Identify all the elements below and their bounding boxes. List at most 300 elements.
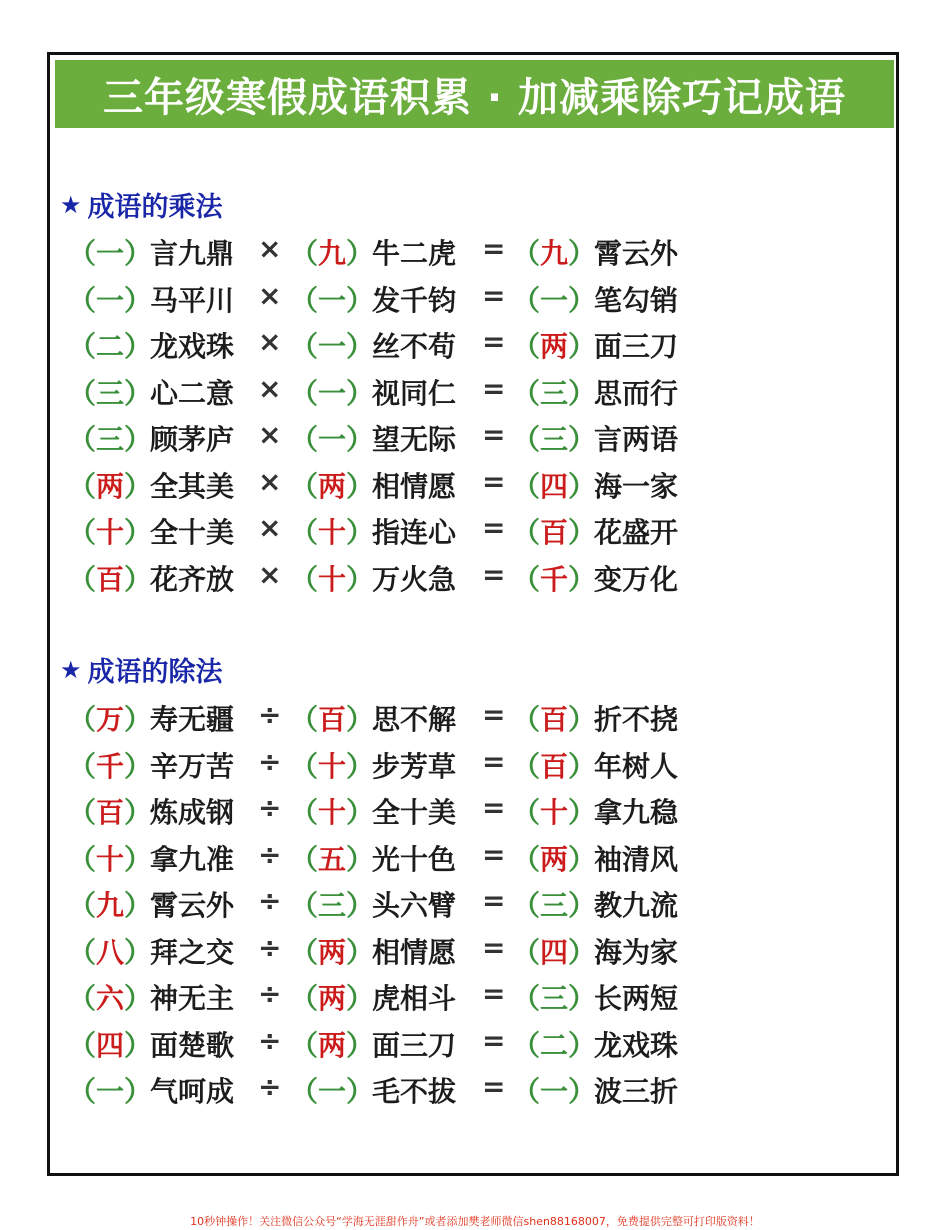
idiom-remainder: 万火急: [372, 562, 457, 596]
number-cell: [512, 698, 596, 738]
paren-close: ）: [124, 935, 153, 969]
paren-close: ）: [346, 237, 375, 270]
paren-close: ）: [346, 703, 375, 736]
idiom-equation-row: [68, 321, 708, 368]
idiom-remainder: 心二意: [150, 376, 235, 410]
paren-close: ）: [346, 796, 375, 829]
operator-sign: ÷: [258, 744, 282, 778]
number-cell: [290, 511, 374, 551]
operator-sign: ÷: [258, 791, 282, 824]
idiom-remainder: 波三折: [594, 1075, 679, 1108]
operator-sign: ×: [258, 511, 282, 544]
paren-close: ）: [568, 796, 597, 829]
number-char: 十: [96, 842, 125, 876]
number-char: 两: [318, 982, 347, 1015]
paren-close: ）: [568, 889, 597, 922]
equals-sign: =: [482, 698, 506, 731]
number-cell: [512, 279, 596, 319]
operator-sign: ÷: [258, 837, 282, 871]
paren-open: （: [512, 376, 541, 410]
paren-close: ）: [346, 1028, 375, 1062]
paren-close: ）: [346, 562, 375, 596]
number-cell: [290, 791, 374, 831]
idiom-remainder: 毛不拔: [372, 1075, 457, 1108]
number-cell: [68, 884, 152, 924]
number-char: 四: [96, 1028, 125, 1062]
idiom-remainder: 光十色: [372, 842, 457, 876]
heading-label: 成语的乘法: [87, 192, 223, 223]
number-cell: [512, 838, 596, 878]
paren-close: ）: [124, 842, 153, 876]
paren-open: （: [512, 469, 541, 503]
number-char: 一: [96, 283, 125, 317]
paren-close: ）: [124, 749, 153, 783]
idiom-remainder: 面楚歌: [150, 1028, 235, 1062]
idiom-remainder: 望无际: [372, 423, 457, 456]
equals-sign: =: [482, 232, 506, 265]
number-char: 两: [540, 330, 569, 363]
paren-open: （: [68, 237, 97, 270]
idiom-remainder: 相情愿: [372, 469, 457, 503]
paren-open: （: [290, 423, 319, 456]
idiom-remainder: 折不挠: [594, 703, 679, 736]
paren-open: （: [512, 562, 541, 596]
idiom-remainder: 牛二虎: [372, 237, 457, 270]
number-char: 二: [540, 1028, 569, 1062]
paren-close: ）: [346, 423, 375, 456]
number-char: 十: [318, 796, 347, 829]
paren-close: ）: [124, 703, 153, 736]
number-cell: [512, 325, 596, 365]
idiom-equation-row: [68, 787, 708, 834]
paren-close: ）: [568, 237, 597, 270]
paren-close: ）: [346, 376, 375, 410]
number-char: 八: [96, 935, 125, 969]
paren-open: （: [68, 749, 97, 783]
paren-close: ）: [568, 516, 597, 549]
number-char: 两: [540, 842, 569, 876]
paren-open: （: [512, 796, 541, 829]
idiom-equation-row: [68, 507, 708, 554]
idiom-remainder: 变万化: [594, 562, 679, 596]
number-cell: [290, 1024, 374, 1064]
idiom-remainder: 相情愿: [372, 935, 457, 969]
idiom-remainder: 指连心: [372, 516, 457, 549]
number-char: 千: [540, 562, 569, 596]
paren-close: ）: [568, 703, 597, 736]
paren-close: ）: [124, 423, 153, 456]
idiom-remainder: 面三刀: [372, 1028, 457, 1062]
number-cell: [512, 884, 596, 924]
paren-open: （: [512, 516, 541, 549]
number-cell: [68, 511, 152, 551]
operator-sign: ×: [258, 464, 282, 498]
paren-open: （: [68, 982, 97, 1015]
heading-label: 成语的除法: [87, 657, 223, 688]
number-char: 一: [318, 376, 347, 410]
number-char: 一: [96, 237, 125, 270]
number-cell: [290, 1070, 374, 1110]
footer-note: 10秒钟操作！关注微信公众号“学海无涯甜作舟”或者添加樊老师微信shen88168007，免费提供完整可打印版资料！: [190, 1215, 760, 1228]
equals-sign: =: [482, 464, 506, 498]
idiom-remainder: 拜之交: [150, 935, 235, 969]
number-cell: [290, 745, 374, 785]
operator-sign: ÷: [258, 884, 282, 917]
idiom-equation-row: [68, 554, 708, 601]
number-char: 一: [540, 1075, 569, 1108]
paren-open: （: [512, 703, 541, 736]
paren-close: ）: [124, 376, 153, 410]
idiom-equation-row: [68, 228, 708, 275]
number-char: 十: [318, 749, 347, 783]
number-char: 万: [96, 703, 125, 736]
idiom-remainder: 拿九准: [150, 842, 235, 876]
idiom-equation-row: [68, 927, 708, 974]
idiom-remainder: 思不解: [372, 703, 457, 736]
number-char: 三: [318, 889, 347, 922]
idiom-remainder: 思而行: [594, 376, 679, 410]
idiom-remainder: 全十美: [372, 796, 457, 829]
number-cell: [68, 232, 152, 272]
paren-open: （: [512, 749, 541, 783]
equals-sign: =: [482, 977, 506, 1010]
paren-open: （: [290, 376, 319, 410]
idiom-remainder: 发千钧: [372, 283, 457, 317]
idiom-remainder: 气呵成: [150, 1075, 235, 1108]
number-char: 九: [318, 237, 347, 270]
number-cell: [68, 698, 152, 738]
idiom-equation-row: [68, 694, 708, 741]
number-char: 一: [318, 1075, 347, 1108]
idiom-remainder: 头六臂: [372, 889, 457, 922]
paren-close: ）: [124, 982, 153, 1015]
idiom-remainder: 笔勾销: [594, 283, 679, 317]
number-cell: [290, 325, 374, 365]
paren-close: ）: [124, 562, 153, 596]
equals-sign: =: [482, 1023, 506, 1057]
paren-close: ）: [568, 935, 597, 969]
idiom-remainder: 全十美: [150, 516, 235, 549]
idiom-equation-row: [68, 834, 708, 881]
paren-close: ）: [124, 469, 153, 503]
idiom-remainder: 炼成钢: [150, 796, 235, 829]
paren-close: ）: [346, 469, 375, 503]
equals-sign: =: [482, 511, 506, 544]
number-cell: [512, 418, 596, 458]
number-cell: [290, 558, 374, 598]
number-cell: [68, 558, 152, 598]
idiom-remainder: 霄云外: [594, 237, 679, 270]
idiom-remainder: 长两短: [594, 982, 679, 1015]
paren-close: ）: [124, 516, 153, 549]
number-char: 两: [318, 1028, 347, 1062]
idiom-equation-row: [68, 973, 708, 1020]
operator-sign: ×: [258, 325, 282, 358]
paren-close: ）: [346, 842, 375, 876]
number-char: 千: [96, 749, 125, 783]
number-char: 九: [96, 889, 125, 922]
idiom-remainder: 霄云外: [150, 889, 235, 922]
number-cell: [290, 418, 374, 458]
number-char: 两: [96, 469, 125, 503]
operator-sign: ÷: [258, 977, 282, 1010]
idiom-remainder: 拿九稳: [594, 796, 679, 829]
number-char: 百: [96, 562, 125, 596]
equals-sign: =: [482, 278, 506, 312]
number-cell: [512, 1024, 596, 1064]
number-cell: [512, 745, 596, 785]
number-cell: [512, 558, 596, 598]
idiom-equation-row: [68, 1066, 708, 1113]
idiom-remainder: 花盛开: [594, 516, 679, 549]
equals-sign: =: [482, 744, 506, 778]
number-char: 两: [318, 935, 347, 969]
paren-open: （: [68, 423, 97, 456]
equals-sign: =: [482, 884, 506, 917]
paren-close: ）: [346, 749, 375, 783]
number-cell: [512, 977, 596, 1017]
number-cell: [68, 372, 152, 412]
operator-sign: ÷: [258, 698, 282, 731]
idiom-equation-row: [68, 741, 708, 788]
number-char: 两: [318, 469, 347, 503]
paren-open: （: [512, 1075, 541, 1108]
paren-close: ）: [124, 1028, 153, 1062]
number-cell: [68, 325, 152, 365]
paren-open: （: [290, 562, 319, 596]
idiom-equation-row: [68, 1020, 708, 1067]
number-char: 三: [96, 376, 125, 410]
paren-close: ）: [568, 283, 597, 317]
number-char: 三: [540, 423, 569, 456]
paren-close: ）: [568, 423, 597, 456]
number-char: 十: [318, 516, 347, 549]
number-cell: [290, 977, 374, 1017]
number-cell: [68, 1070, 152, 1110]
number-cell: [68, 465, 152, 505]
idiom-remainder: 龙戏珠: [594, 1028, 679, 1062]
number-cell: [68, 279, 152, 319]
equals-sign: =: [482, 837, 506, 871]
paren-open: （: [290, 842, 319, 876]
idiom-remainder: 花齐放: [150, 562, 235, 596]
paren-close: ）: [124, 237, 153, 270]
number-char: 一: [318, 423, 347, 456]
equals-sign: =: [482, 371, 506, 405]
number-char: 二: [96, 330, 125, 363]
number-cell: [68, 745, 152, 785]
multiplication-list: [68, 228, 708, 600]
paren-close: ）: [346, 1075, 375, 1108]
paren-open: （: [512, 237, 541, 270]
operator-sign: ÷: [258, 930, 282, 964]
number-cell: [512, 232, 596, 272]
paren-open: （: [290, 1075, 319, 1108]
paren-close: ）: [124, 796, 153, 829]
number-char: 三: [540, 889, 569, 922]
paren-open: （: [290, 283, 319, 317]
paren-open: （: [290, 703, 319, 736]
paren-open: （: [290, 796, 319, 829]
paren-close: ）: [568, 1075, 597, 1108]
paren-close: ）: [124, 889, 153, 922]
idiom-equation-row: [68, 414, 708, 461]
equals-sign: =: [482, 418, 506, 451]
paren-open: （: [512, 982, 541, 1015]
number-char: 三: [540, 376, 569, 410]
paren-close: ）: [346, 982, 375, 1015]
number-char: 百: [318, 703, 347, 736]
idiom-remainder: 面三刀: [594, 330, 679, 363]
number-char: 三: [96, 423, 125, 456]
paren-close: ）: [568, 330, 597, 363]
number-char: 四: [540, 469, 569, 503]
operator-sign: ÷: [258, 1023, 282, 1057]
idiom-remainder: 龙戏珠: [150, 330, 235, 363]
paren-close: ）: [346, 330, 375, 363]
number-char: 百: [540, 516, 569, 549]
number-char: 十: [540, 796, 569, 829]
paren-open: （: [290, 935, 319, 969]
equals-sign: =: [482, 325, 506, 358]
number-char: 三: [540, 982, 569, 1015]
idiom-remainder: 言两语: [594, 423, 679, 456]
equals-sign: =: [482, 791, 506, 824]
paren-open: （: [290, 469, 319, 503]
paren-open: （: [512, 1028, 541, 1062]
operator-sign: ×: [258, 418, 282, 451]
number-cell: [290, 465, 374, 505]
number-char: 一: [96, 1075, 125, 1108]
number-char: 四: [540, 935, 569, 969]
operator-sign: ×: [258, 557, 282, 591]
paren-close: ）: [568, 376, 597, 410]
paren-open: （: [68, 330, 97, 363]
number-cell: [68, 931, 152, 971]
number-cell: [512, 791, 596, 831]
paren-close: ）: [568, 842, 597, 876]
paren-open: （: [68, 842, 97, 876]
number-char: 百: [540, 703, 569, 736]
number-char: 百: [96, 796, 125, 829]
number-cell: [290, 372, 374, 412]
paren-open: （: [68, 283, 97, 317]
equals-sign: =: [482, 930, 506, 964]
paren-close: ）: [124, 283, 153, 317]
number-char: 十: [96, 516, 125, 549]
number-cell: [290, 931, 374, 971]
paren-open: （: [68, 562, 97, 596]
paren-open: （: [512, 935, 541, 969]
number-char: 十: [318, 562, 347, 596]
paren-open: （: [512, 330, 541, 363]
paren-close: ）: [346, 889, 375, 922]
number-char: 一: [540, 283, 569, 317]
idiom-remainder: 教九流: [594, 889, 679, 922]
operator-sign: ÷: [258, 1070, 282, 1103]
paren-open: （: [68, 889, 97, 922]
idiom-remainder: 辛万苦: [150, 749, 235, 783]
idiom-remainder: 寿无疆: [150, 703, 235, 736]
paren-close: ）: [568, 562, 597, 596]
operator-sign: ×: [258, 371, 282, 405]
number-cell: [290, 838, 374, 878]
idiom-remainder: 海为家: [594, 935, 679, 969]
paren-open: （: [68, 516, 97, 549]
number-cell: [68, 977, 152, 1017]
number-char: 五: [318, 842, 347, 876]
section-heading-multiplication: [60, 185, 223, 224]
paren-open: （: [290, 1028, 319, 1062]
number-cell: [512, 465, 596, 505]
star-icon: ★: [60, 190, 82, 219]
idiom-equation-row: [68, 880, 708, 927]
paren-open: （: [68, 469, 97, 503]
paren-open: （: [68, 1075, 97, 1108]
paren-close: ）: [568, 982, 597, 1015]
idiom-remainder: 言九鼎: [150, 237, 235, 270]
idiom-remainder: 马平川: [150, 283, 235, 317]
paren-close: ）: [568, 749, 597, 783]
section-heading-division: [60, 650, 223, 689]
number-cell: [290, 279, 374, 319]
number-cell: [512, 931, 596, 971]
number-cell: [290, 232, 374, 272]
idiom-remainder: 袖清风: [594, 842, 679, 876]
paren-open: （: [68, 703, 97, 736]
paren-open: （: [68, 1028, 97, 1062]
paren-open: （: [68, 796, 97, 829]
paren-open: （: [290, 330, 319, 363]
idiom-remainder: 海一家: [594, 469, 679, 503]
paren-open: （: [290, 982, 319, 1015]
idiom-remainder: 步芳草: [372, 749, 457, 783]
operator-sign: ×: [258, 278, 282, 312]
paren-open: （: [68, 935, 97, 969]
paren-open: （: [512, 423, 541, 456]
number-cell: [512, 1070, 596, 1110]
number-char: 九: [540, 237, 569, 270]
paren-close: ）: [346, 935, 375, 969]
number-char: 一: [318, 330, 347, 363]
paren-close: ）: [346, 516, 375, 549]
paren-close: ）: [124, 330, 153, 363]
paren-open: （: [68, 376, 97, 410]
paren-open: （: [290, 889, 319, 922]
division-list: [68, 694, 708, 1113]
number-cell: [68, 838, 152, 878]
number-cell: [290, 698, 374, 738]
number-char: 六: [96, 982, 125, 1015]
idiom-remainder: 丝不苟: [372, 330, 457, 363]
equals-sign: =: [482, 1070, 506, 1103]
idiom-remainder: 虎相斗: [372, 982, 457, 1015]
idiom-remainder: 神无主: [150, 982, 235, 1015]
paren-close: ）: [124, 1075, 153, 1108]
paren-open: （: [512, 889, 541, 922]
number-char: 百: [540, 749, 569, 783]
paren-close: ）: [568, 469, 597, 503]
equals-sign: =: [482, 557, 506, 591]
number-cell: [68, 418, 152, 458]
paren-open: （: [290, 237, 319, 270]
paren-close: ）: [346, 283, 375, 317]
idiom-equation-row: [68, 275, 708, 322]
idiom-remainder: 全其美: [150, 469, 235, 503]
number-cell: [512, 372, 596, 412]
page-title: 三年级寒假成语积累 · 加减乘除巧记成语: [55, 60, 894, 128]
paren-open: （: [512, 283, 541, 317]
